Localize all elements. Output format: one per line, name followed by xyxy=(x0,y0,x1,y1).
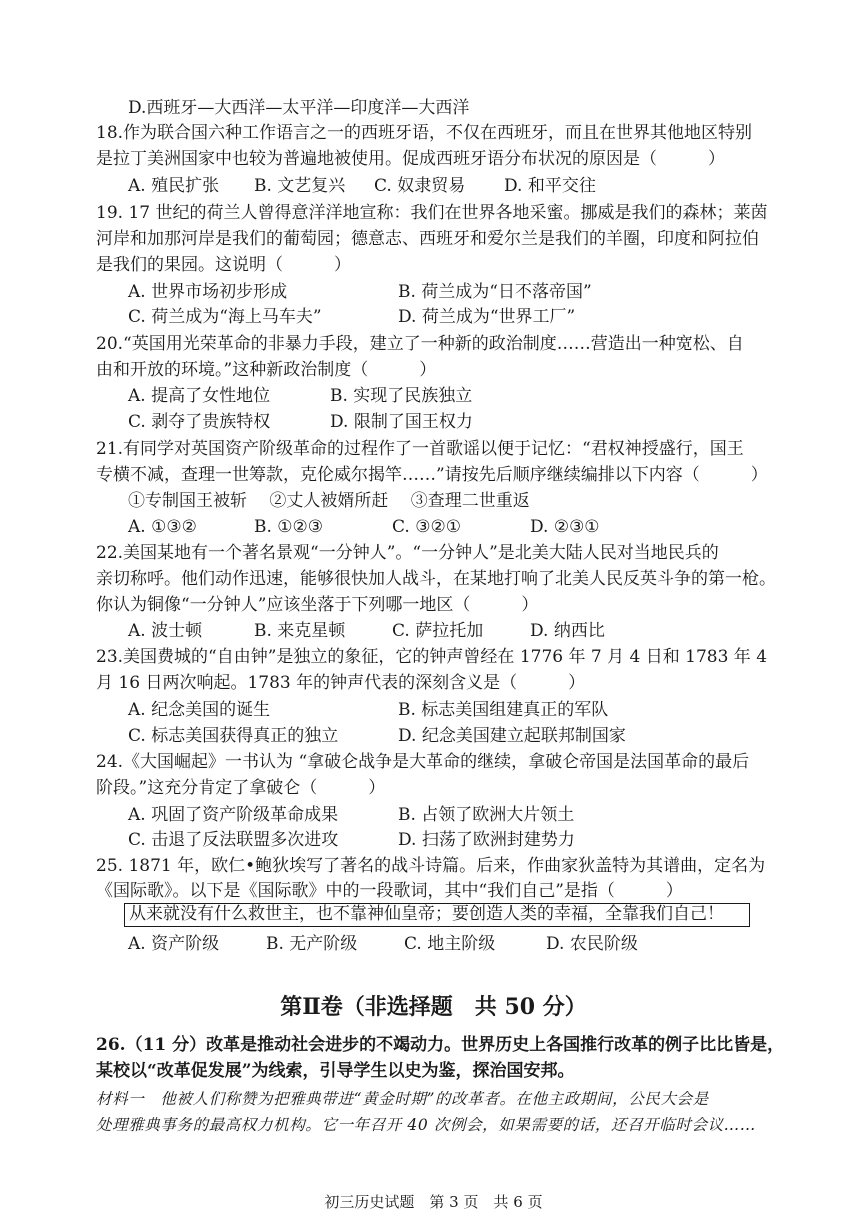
q18-stem-cont: 是拉丁美洲国家中也较为普遍地被使用。促成西班牙语分布状况的原因是（ ） xyxy=(96,149,725,169)
q17-option-d: D.西班牙—大西洋—太平洋—印度洋—大西洋 xyxy=(128,98,470,118)
lyrics-box: 从来就没有什么救世主，也不靠神仙皇帝；要创造人类的幸福，全靠我们自己！ xyxy=(124,903,750,927)
q21-option-b: B. ①②③ xyxy=(254,517,324,537)
q21-items: ①专制国王被斩 ②丈人被婿所赶 ③查理二世重返 xyxy=(128,491,530,511)
q21-option-a: A. ①③② xyxy=(128,517,197,537)
q23-stem: 23.美国费城的“自由钟”是独立的象征，它的钟声曾经在 1776 年 7 月 4 日和 1783 年 4 xyxy=(96,647,768,667)
q22-stem: 22.美国某地有一个著名景观“一分钟人”。“一分钟人”是北美大陆人民对当地民兵的 xyxy=(96,543,719,563)
q23-option-a: A. 纪念美国的诞生 xyxy=(128,700,271,720)
q20-stem: 20.“英国用光荣革命的非暴力手段，建立了一种新的政治制度……营造出一种宽松、自 xyxy=(96,334,744,354)
q18-option-b: B. 文艺复兴 xyxy=(254,176,346,196)
q25-stem: 25. 1871 年，欧仁•鲍狄埃写了著名的战斗诗篇。后来，作曲家狄盖特为其谱曲，定名为 xyxy=(96,856,766,876)
q25-option-b: B. 无产阶级 xyxy=(266,934,358,954)
material-one: 材料一 他被人们称赞为把雅典带进“黄金时期”的改革者。在他主政期间，公民大会是 xyxy=(96,1090,709,1108)
q23-option-b: B. 标志美国组建真正的军队 xyxy=(398,700,609,720)
q19-stem-end: 是我们的果园。这说明（ ） xyxy=(96,255,351,275)
q18-option-d: D. 和平交往 xyxy=(504,176,596,196)
q24-stem-cont: 阶段。”这充分肯定了拿破仑（ ） xyxy=(96,778,386,798)
q18-option-c: C. 奴隶贸易 xyxy=(374,176,466,196)
q21-option-d: D. ②③① xyxy=(530,517,600,537)
q24-option-b: B. 占领了欧洲大片领土 xyxy=(398,805,575,825)
q22-option-c: C. 萨拉托加 xyxy=(392,621,484,641)
q25-option-c: C. 地主阶级 xyxy=(404,934,496,954)
q23-option-d: D. 纪念美国建立起联邦制国家 xyxy=(398,726,626,746)
q23-stem-cont: 月 16 日两次响起。1783 年的钟声代表的深刻含义是（ ） xyxy=(96,673,586,693)
q20-stem-cont: 由和开放的环境。”这种新政治制度（ ） xyxy=(96,360,437,380)
q24-option-d: D. 扫荡了欧洲封建势力 xyxy=(398,830,575,850)
q25-option-a: A. 资产阶级 xyxy=(128,934,220,954)
q26-stem-cont: 某校以“改革促发展”为线索，引导学生以史为鉴，探治国安邦。 xyxy=(96,1061,575,1081)
q24-stem: 24.《大国崛起》一书认为 “拿破仑战争是大革命的继续，拿破仑帝国是法国革命的最后 xyxy=(96,752,750,772)
q19-option-c: C. 荷兰成为“海上马车夫” xyxy=(128,307,322,327)
q24-option-a: A. 巩固了资产阶级革命成果 xyxy=(128,805,339,825)
q22-stem-end: 你认为铜像“一分钟人”应该坐落于下列哪一地区（ ） xyxy=(96,595,539,615)
q22-stem-cont: 亲切称呼。他们动作迅速，能够很快加人战斗，在某地打响了北美人民反英斗争的第一枪。 xyxy=(96,569,776,589)
q19-option-a: A. 世界市场初步形成 xyxy=(128,282,288,302)
q26-stem: 26.（11 分）改革是推动社会进步的不竭动力。世界历史上各国推行改革的例子比比皆是， xyxy=(96,1035,785,1055)
q19-stem: 19. 17 世纪的荷兰人曾得意洋洋地宣称：我们在世界各地采蜜。挪威是我们的森林；莱茵 xyxy=(96,203,768,223)
q19-option-d: D. 荷兰成为“世界工厂” xyxy=(398,307,576,327)
q21-option-c: C. ③②① xyxy=(392,517,461,537)
section-title: 第Ⅱ卷（非选择题 共 50 分） xyxy=(280,994,587,1020)
q22-option-a: A. 波士顿 xyxy=(128,621,203,641)
q20-option-d: D. 限制了国王权力 xyxy=(330,412,473,432)
q18-stem: 18.作为联合国六种工作语言之一的西班牙语，不仅在西班牙，而且在世界其他地区特别 xyxy=(96,123,753,143)
q20-option-a: A. 提高了女性地位 xyxy=(128,386,271,406)
q23-option-c: C. 标志美国获得真正的独立 xyxy=(128,726,339,746)
q22-option-d: D. 纳西比 xyxy=(530,621,605,641)
page-footer: 初三历史试题 第 3 页 共 6 页 xyxy=(324,1193,543,1211)
q20-option-b: B. 实现了民族独立 xyxy=(330,386,473,406)
q19-option-b: B. 荷兰成为“日不落帝国” xyxy=(398,282,592,302)
material-one-cont: 处理雅典事务的最高权力机构。它一年召开 40 次例会，如果需要的话，还召开临时会议…… xyxy=(96,1116,756,1134)
q21-stem-cont: 专横不减，查理一世筹款，克伦威尔揭竿……”请按先后顺序继续编排以下内容（ ） xyxy=(96,465,768,485)
q25-option-d: D. 农民阶级 xyxy=(546,934,638,954)
q25-stem-cont: 《国际歌》。以下是《国际歌》中的一段歌词，其中“我们自己”是指（ ） xyxy=(96,881,683,901)
q22-option-b: B. 来克星顿 xyxy=(254,621,346,641)
q24-option-c: C. 击退了反法联盟多次进攻 xyxy=(128,830,339,850)
q19-stem-cont: 河岸和加那河岸是我们的葡萄园；德意志、西班牙和爱尔兰是我们的羊圈，印度和阿拉伯 xyxy=(96,229,759,249)
q21-stem: 21.有同学对英国资产阶级革命的过程作了一首歌谣以便于记忆：“君权神授盛行，国王 xyxy=(96,439,744,459)
q20-option-c: C. 剥夺了贵族特权 xyxy=(128,412,271,432)
q18-option-a: A. 殖民扩张 xyxy=(128,176,220,196)
